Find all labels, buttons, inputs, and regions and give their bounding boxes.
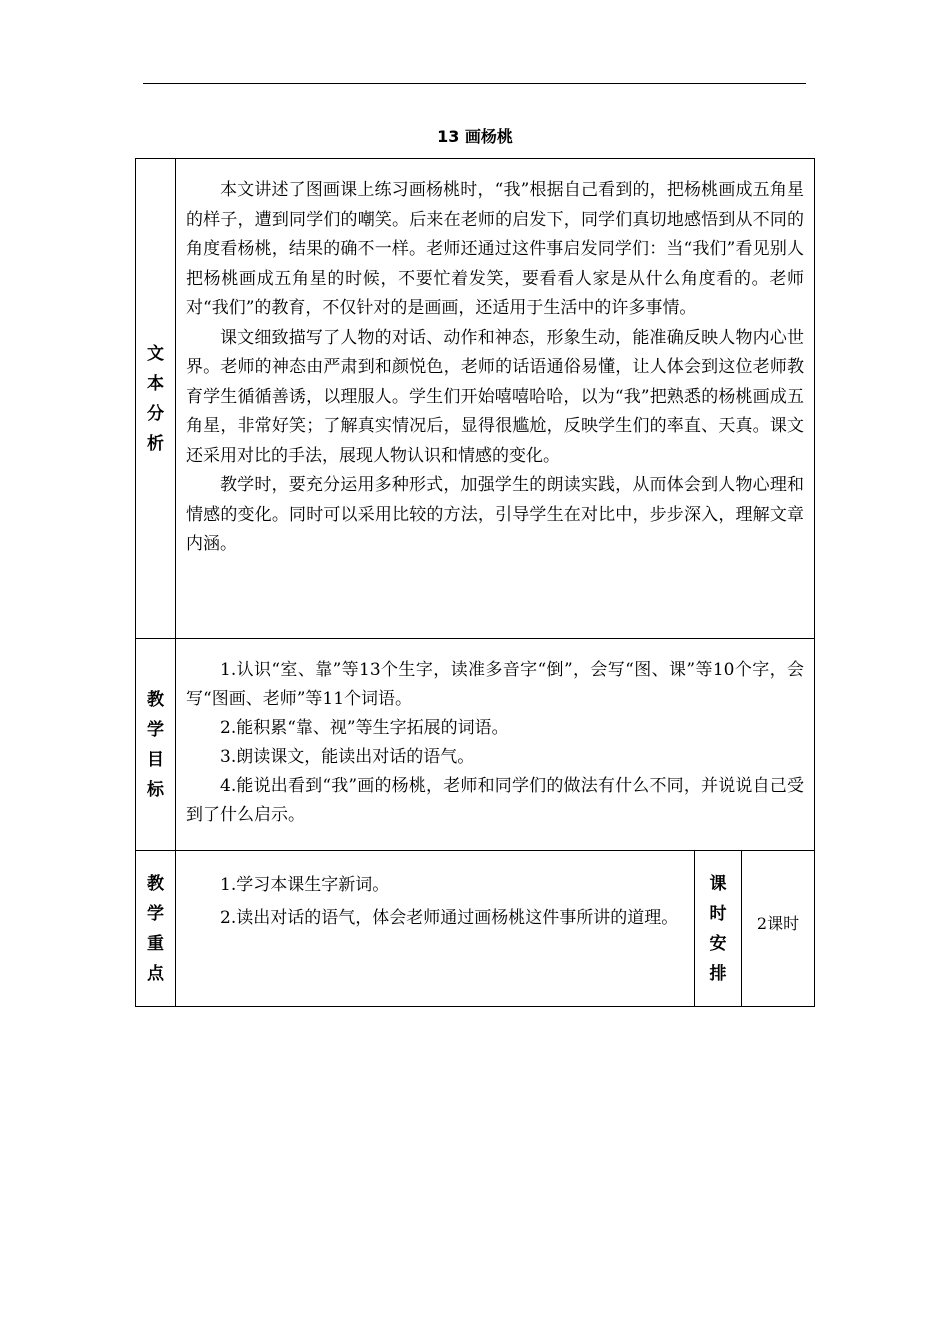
goal-item: 2.能积累“靠、视”等生字拓展的词语。 xyxy=(220,718,509,738)
analysis-row xyxy=(136,159,814,638)
focus-content-cell xyxy=(176,851,695,1007)
focus-header: 教学重点 xyxy=(146,874,164,984)
goals-header: 教学目标 xyxy=(146,689,164,800)
goals-content-cell xyxy=(176,639,814,850)
analysis-content-cell xyxy=(176,159,814,638)
time-value: 2课时 xyxy=(756,914,800,933)
goal-item: 1.认识“室、靠”等13个生字，读准多音字“倒”，会写“图、课”等10个字，会写“图画、老师”等11个词语。 xyxy=(186,660,804,709)
goals-header-cell xyxy=(136,639,176,850)
analysis-paragraph: 本文讲述了图画课上练习画杨桃时，“我”根据自己看到的，把杨桃画成五角星的样子，遭到同学们的嘲笑。后来在老师的启发下，同学们真切地感悟到从不同的角度看杨桃，结果的确不一样。老师还通过这件事启发同学们：当“我们”看见别人把杨桃画成五角星的时候，不要忙着发笑，要看看人家是从什么角度看的。老师对“我们”的教育，不仅针对的是画画，还适用于生活中的许多事情。 xyxy=(186,180,804,318)
focus-row xyxy=(136,850,814,1007)
analysis-paragraph: 课文细致描写了人物的对话、动作和神态，形象生动，能准确反映人物内心世界。老师的神态由严肃到和颜悦色，老师的话语通俗易懂，让人体会到这位老师教育学生循循善诱，以理服人。学生们开始嘻嘻哈哈，以为“我”把熟悉的杨桃画成五角星，非常好笑；了解真实情况后，显得很尴尬，反映学生们的率直、天真。课文还采用对比的手法，展现人物认识和情感的变化。 xyxy=(186,327,804,466)
goal-item: 4.能说出看到“我”画的杨桃，老师和同学们的做法有什么不同，并说说自己受到了什么启示。 xyxy=(186,776,804,825)
time-header-cell xyxy=(695,851,742,1007)
page-title: 13 画杨桃 xyxy=(437,127,513,146)
focus-item: 1.学习本课生字新词。 xyxy=(220,875,390,895)
focus-item: 2.读出对话的语气，体会老师通过画杨桃这件事所讲的道理。 xyxy=(220,908,679,928)
analysis-header: 文本分析 xyxy=(146,343,164,454)
goals-row xyxy=(136,638,814,850)
analysis-header-cell xyxy=(136,159,176,638)
focus-header-cell xyxy=(136,851,176,1007)
lesson-table xyxy=(135,158,815,1007)
time-header: 课时安排 xyxy=(709,874,727,984)
goal-item: 3.朗读课文，能读出对话的语气。 xyxy=(220,747,475,767)
analysis-paragraph: 教学时，要充分运用多种形式，加强学生的朗读实践，从而体会到人物心理和情感的变化。同时可以采用比较的方法，引导学生在对比中，步步深入，理解文章内涵。 xyxy=(186,475,804,554)
header-rule xyxy=(143,83,806,84)
